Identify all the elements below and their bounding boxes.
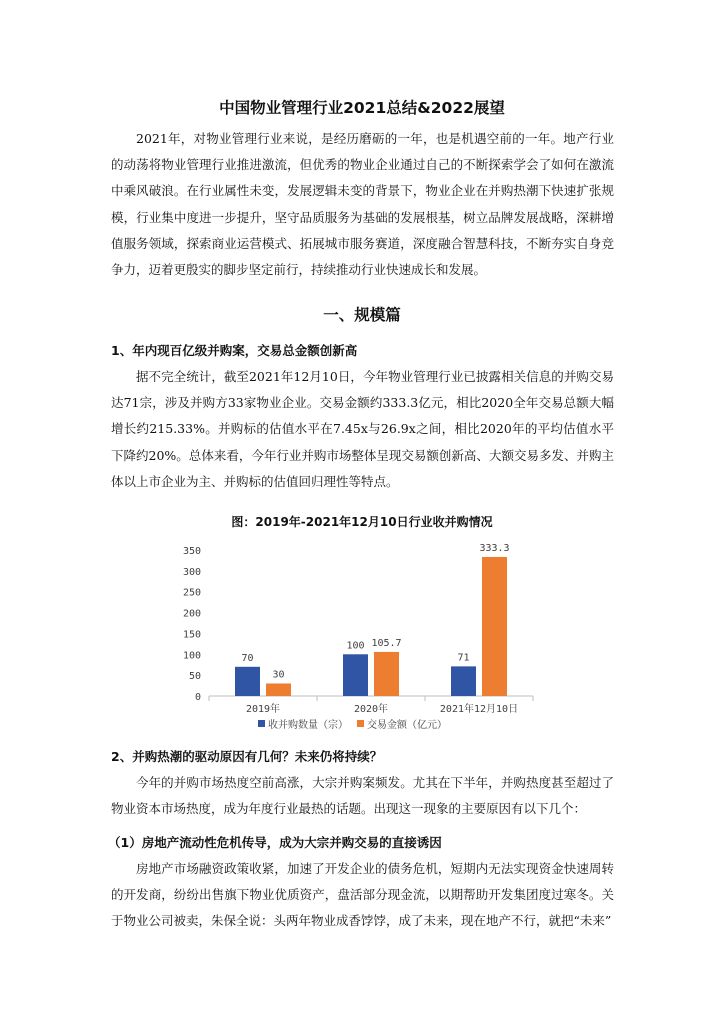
legend-label: 收并购数量（宗） <box>268 720 348 731</box>
subheading-3: （1）房地产流动性危机传导，成为大宗并购交易的直接诱因 <box>108 835 442 850</box>
bar-count <box>451 666 476 696</box>
bar-count <box>235 667 260 696</box>
y-tick-label: 50 <box>188 671 201 683</box>
legend-swatch-count <box>258 720 265 727</box>
bar-chart <box>0 538 724 748</box>
data-label: 100 <box>346 640 365 652</box>
paragraph-3: 房地产市场融资政策收紧，加速了开发企业的债务危机，短期内无法实现资金快速周转的开发商，纷纷出售旗下物业优质资产，盘活部分现金流，以期帮助开发集团度过寒冬。关于物业公司被卖，朱保全说：头两年物业成香饽饽，成了未来，现在地产不行，就把“未来” <box>111 861 614 929</box>
section-heading-scale: 一、规模篇 <box>323 306 401 324</box>
bar-amount <box>266 683 291 696</box>
x-tick-label: 2021年12月10日 <box>439 704 519 715</box>
bar-amount <box>374 652 399 696</box>
paragraph-1: 据不完全统计，截至2021年12月10日，今年物业管理行业已披露相关信息的并购交易达71宗，涉及并购方33家物业企业。交易金额约333.3亿元，相比2020全年交易总额大幅增长约215.33%。并购标的估值水平在7.45x与26.9x之间，相比2020年的平均估值水平下降约20%。总体来看，今年行业并购市场整体呈现交易额创新高、大额交易多发、并购主体以上市企业为主、并购标的估值回归理性等特点。 <box>111 369 614 489</box>
y-tick-label: 250 <box>182 587 201 599</box>
subheading-1: 1、年内现百亿级并购案，交易总金额创新高 <box>111 343 358 358</box>
data-label: 30 <box>272 669 285 681</box>
y-tick-label: 0 <box>194 692 201 703</box>
bar-count <box>343 654 368 696</box>
y-tick-label: 300 <box>182 566 201 578</box>
x-tick-label: 2020年 <box>353 704 389 715</box>
y-tick-label: 350 <box>182 546 201 557</box>
y-tick-label: 200 <box>182 608 201 620</box>
data-label: 71 <box>457 652 470 664</box>
x-tick-label: 2019年 <box>245 704 281 715</box>
legend-label: 交易金额（亿元） <box>367 720 447 731</box>
data-label: 105.7 <box>371 637 402 649</box>
bar-amount <box>482 557 507 696</box>
document-title: 中国物业管理行业2021总结&2022展望 <box>219 99 505 117</box>
paragraph-2: 今年的并购市场热度空前高涨，大宗并购案频发。尤其在下半年，并购热度甚至超过了物业资本市场热度，成为年度行业最热的话题。出现这一现象的主要原因有以下几个： <box>111 775 614 817</box>
data-label: 333.3 <box>479 542 510 554</box>
subheading-2: 2、并购热潮的驱动原因有几何？未来仍将持续？ <box>111 749 383 764</box>
y-tick-label: 100 <box>182 650 201 662</box>
y-tick-label: 150 <box>182 629 201 641</box>
legend-swatch-amount <box>357 720 364 727</box>
figure-title: 图：2019年-2021年12月10日行业收并购情况 <box>231 515 493 529</box>
intro-paragraph: 2021年，对物业管理行业来说，是经历磨砺的一年，也是机遇空前的一年。地产行业的动荡将物业管理行业推进激流，但优秀的物业企业通过自己的不断探索学会了如何在激流中乘风破浪。在行业属性未变，发展逻辑未变的背景下，物业企业在并购热潮下快速扩张规模，行业集中度进一步提升，坚守品质服务为基础的发展根基，树立品牌发展战略，深耕增值服务领域，探索商业运营模式、拓展城市服务赛道，深度融合智慧科技，不断夯实自身竞争力，迈着更殷实的脚步坚定前行，持续推动行业快速成长和发展。 <box>111 131 614 278</box>
data-label: 70 <box>241 652 254 664</box>
